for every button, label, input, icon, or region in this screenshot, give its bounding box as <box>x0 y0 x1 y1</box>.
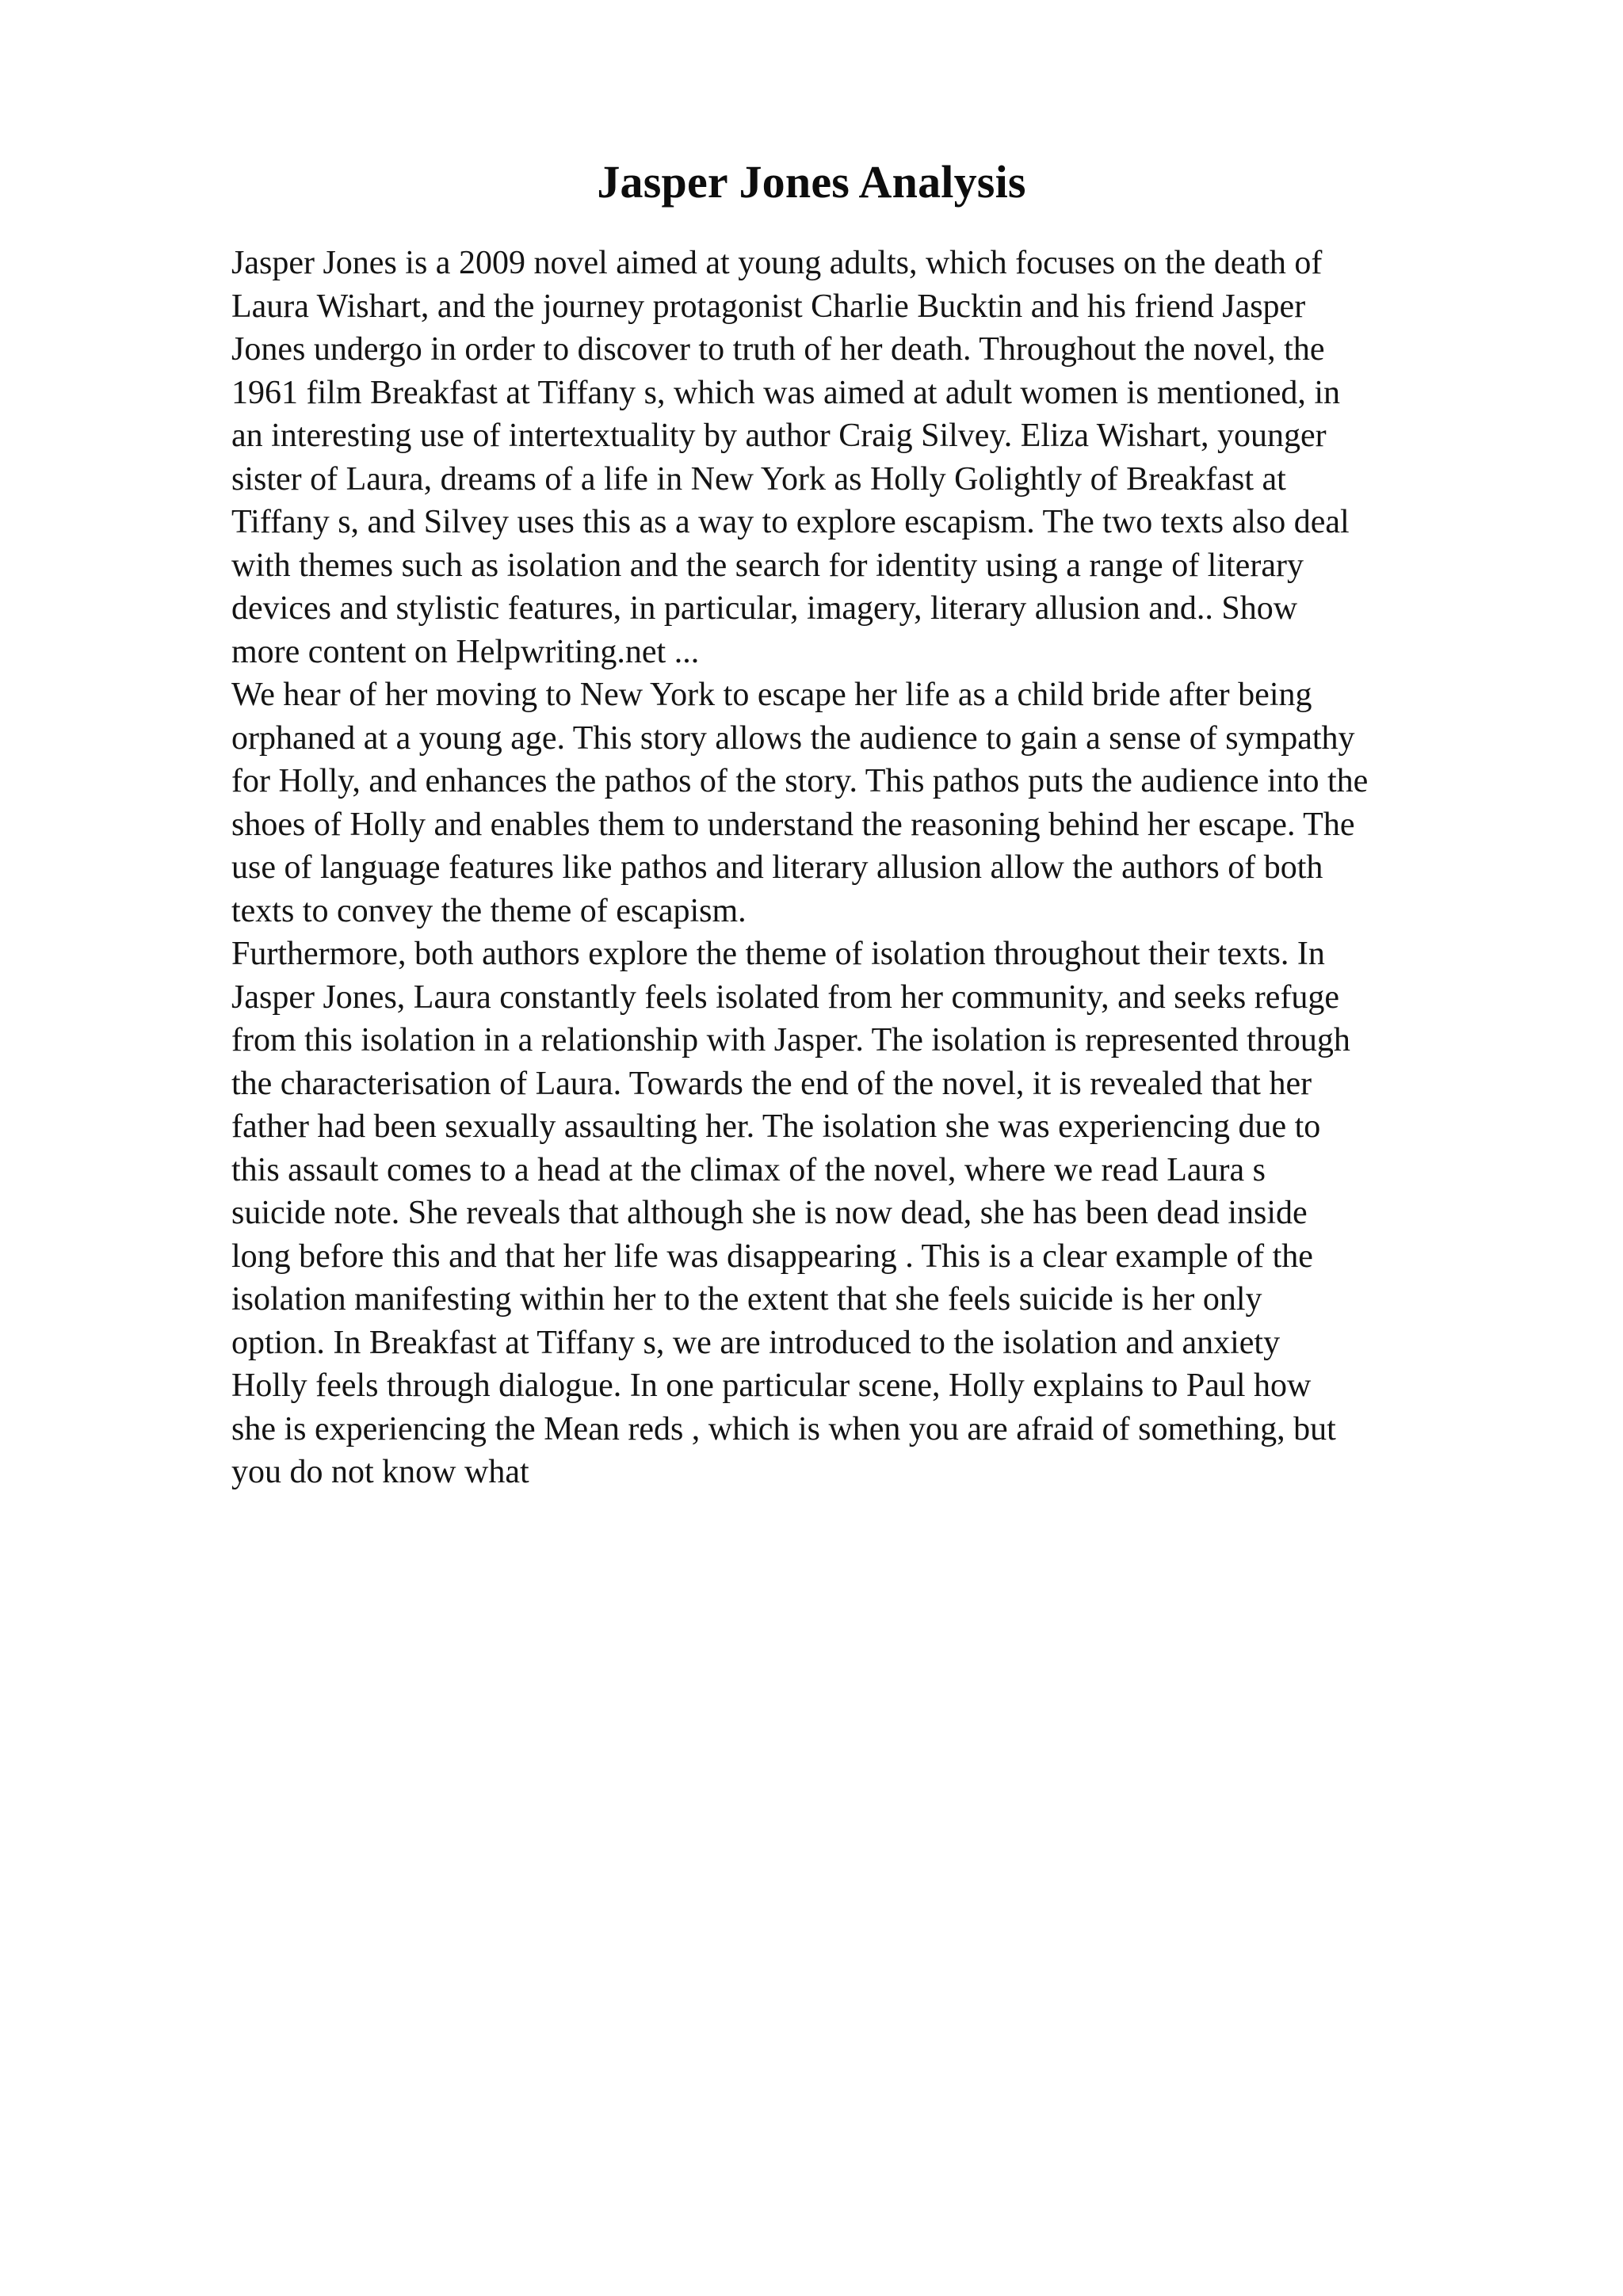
text-line: this assault comes to a head at the climax of the novel, where we read Laura s <box>231 1151 1266 1188</box>
text-line: for Holly, and enhances the pathos of the story. This pathos puts the audience into the <box>231 763 1369 799</box>
paragraph-1 <box>231 242 1515 673</box>
text-line: Jasper Jones, Laura constantly feels isolated from her community, and seeks refuge <box>231 978 1339 1016</box>
text-line: Furthermore, both authors explore the theme of isolation throughout their texts. In <box>231 936 1325 972</box>
text-line: isolation manifesting within her to the extent that she feels suicide is her only <box>231 1281 1262 1318</box>
text-line: devices and stylistic features, in particular, imagery, literary allusion and.. Show <box>231 590 1298 627</box>
text-line: from this isolation in a relationship with Jasper. The isolation is represented through <box>231 1022 1350 1058</box>
text-line: the characterisation of Laura. Towards the end of the novel, it is revealed that her <box>231 1065 1312 1102</box>
text-line: Laura Wishart, and the journey protagonist Charlie Bucktin and his friend Jasper <box>231 288 1306 325</box>
text-line: she is experiencing the Mean reds , which is when you are afraid of something, but <box>231 1410 1336 1447</box>
paragraph-2 <box>231 673 1515 933</box>
text-line: texts to convey the theme of escapism. <box>231 892 747 929</box>
paragraph-3 <box>231 933 1515 1494</box>
text-line: an interesting use of intertextuality by author Craig Silvey. Eliza Wishart, younger <box>231 418 1327 454</box>
text-line: father had been sexually assaulting her. The isolation she was experiencing due to <box>231 1108 1321 1145</box>
document-body <box>231 242 1515 1494</box>
text-line: sister of Laura, dreams of a life in New York as Holly Golightly of Breakfast at <box>231 460 1286 498</box>
text-line: We hear of her moving to New York to escape her life as a child bride after being <box>231 677 1312 713</box>
text-line: 1961 film Breakfast at Tiffany s, which was aimed at adult women is mentioned, in <box>231 374 1341 411</box>
text-line: you do not know what <box>231 1454 529 1490</box>
text-line: suicide note. She reveals that although she is now dead, she has been dead inside <box>231 1195 1308 1231</box>
text-line: with themes such as isolation and the search for identity using a range of literary <box>231 547 1304 584</box>
text-line: more content on Helpwriting.net ... <box>231 633 700 670</box>
text-line: Tiffany s, and Silvey uses this as a way to explore escapism. The two texts also deal <box>231 504 1350 540</box>
text-line: Jones undergo in order to discover to truth of her death. Throughout the novel, the <box>231 331 1325 368</box>
text-line: orphaned at a young age. This story allows the audience to gain a sense of sympathy <box>231 719 1355 757</box>
text-line: option. In Breakfast at Tiffany s, we are introduced to the isolation and anxiety <box>231 1324 1281 1361</box>
text-line: Holly feels through dialogue. In one particular scene, Holly explains to Paul how <box>231 1367 1312 1404</box>
document-title: Jasper Jones Analysis <box>597 156 1026 208</box>
text-line: use of language features like pathos and literary allusion allow the authors of both <box>231 849 1323 886</box>
text-line: long before this and that her life was disappearing . This is a clear example of the <box>231 1238 1313 1275</box>
text-line: shoes of Holly and enables them to understand the reasoning behind her escape. The <box>231 806 1355 843</box>
text-line: Jasper Jones is a 2009 novel aimed at young adults, which focuses on the death of <box>231 245 1323 281</box>
